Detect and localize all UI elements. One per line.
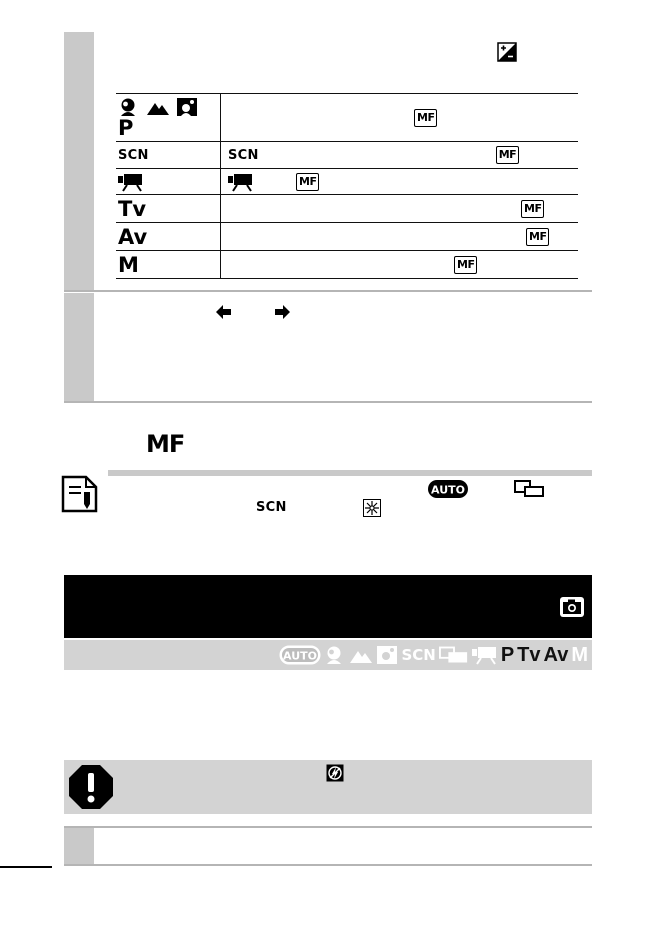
manual-mode-label: M xyxy=(571,644,588,666)
program-mode-label: P xyxy=(500,644,515,666)
movie-icon xyxy=(228,172,254,192)
portrait-icon xyxy=(324,644,346,666)
mf-badge: MF xyxy=(526,228,549,246)
mf-badge: MF xyxy=(296,173,319,191)
mode-label-program: P xyxy=(118,115,134,140)
movie-icon xyxy=(118,172,144,192)
desc-label-scn: SCN xyxy=(228,147,259,163)
stitch-assist-icon xyxy=(514,480,546,498)
mode-row-m xyxy=(116,251,578,279)
mode-row-av xyxy=(116,223,578,251)
mode-table xyxy=(116,93,578,279)
scn-label: SCN xyxy=(256,500,287,515)
mf-badge: MF xyxy=(454,256,477,274)
auto-text: AUTO xyxy=(283,649,318,663)
stitch-assist-icon xyxy=(439,644,469,666)
tv-mode-label: Tv xyxy=(517,644,541,666)
mode-label-tv: Tv xyxy=(118,196,147,221)
landscape-icon xyxy=(349,644,373,666)
mf-badge: MF xyxy=(414,109,437,127)
scn-strip-label: SCN xyxy=(401,646,436,664)
mf-label: MF xyxy=(146,430,185,458)
av-mode-label: Av xyxy=(543,644,569,666)
night-scene-icon xyxy=(176,97,198,117)
movie-icon xyxy=(472,644,498,666)
step-bar-1 xyxy=(64,32,94,290)
step-divider xyxy=(64,864,592,866)
camera-icon xyxy=(560,597,584,617)
fireworks-icon xyxy=(363,499,381,517)
step-bar-3 xyxy=(64,828,94,864)
flash-off-icon xyxy=(326,764,344,782)
svg-text:AUTO: AUTO xyxy=(431,483,465,497)
note-divider xyxy=(108,470,592,476)
mode-row-auto-scenes xyxy=(116,93,578,142)
exposure-compensation-icon xyxy=(497,42,517,62)
portrait-icon xyxy=(118,97,140,117)
caution-icon xyxy=(68,764,114,810)
step-divider xyxy=(64,290,592,292)
mode-row-scn xyxy=(116,142,578,169)
left-arrow-icon xyxy=(216,305,232,319)
mf-badge: MF xyxy=(521,200,544,218)
caution-band xyxy=(64,760,592,814)
shooting-mode-strip xyxy=(64,640,592,670)
mode-label-manual: M xyxy=(118,252,139,277)
note-icon xyxy=(60,474,100,514)
mode-row-movie xyxy=(116,169,578,195)
mode-label-av: Av xyxy=(118,224,148,249)
page-edge-mark xyxy=(0,866,52,868)
mode-row-tv xyxy=(116,195,578,223)
mf-badge: MF xyxy=(496,146,519,164)
landscape-icon xyxy=(146,97,170,117)
auto-mode-icon xyxy=(279,645,321,665)
step-bar-2 xyxy=(64,293,94,401)
mode-label-scn: SCN xyxy=(118,147,149,163)
section-divider xyxy=(64,401,592,403)
step-divider xyxy=(64,826,592,828)
right-arrow-icon xyxy=(274,305,290,319)
auto-mode-icon xyxy=(428,480,468,498)
night-scene-icon xyxy=(376,644,398,666)
section-header-band xyxy=(64,575,592,638)
